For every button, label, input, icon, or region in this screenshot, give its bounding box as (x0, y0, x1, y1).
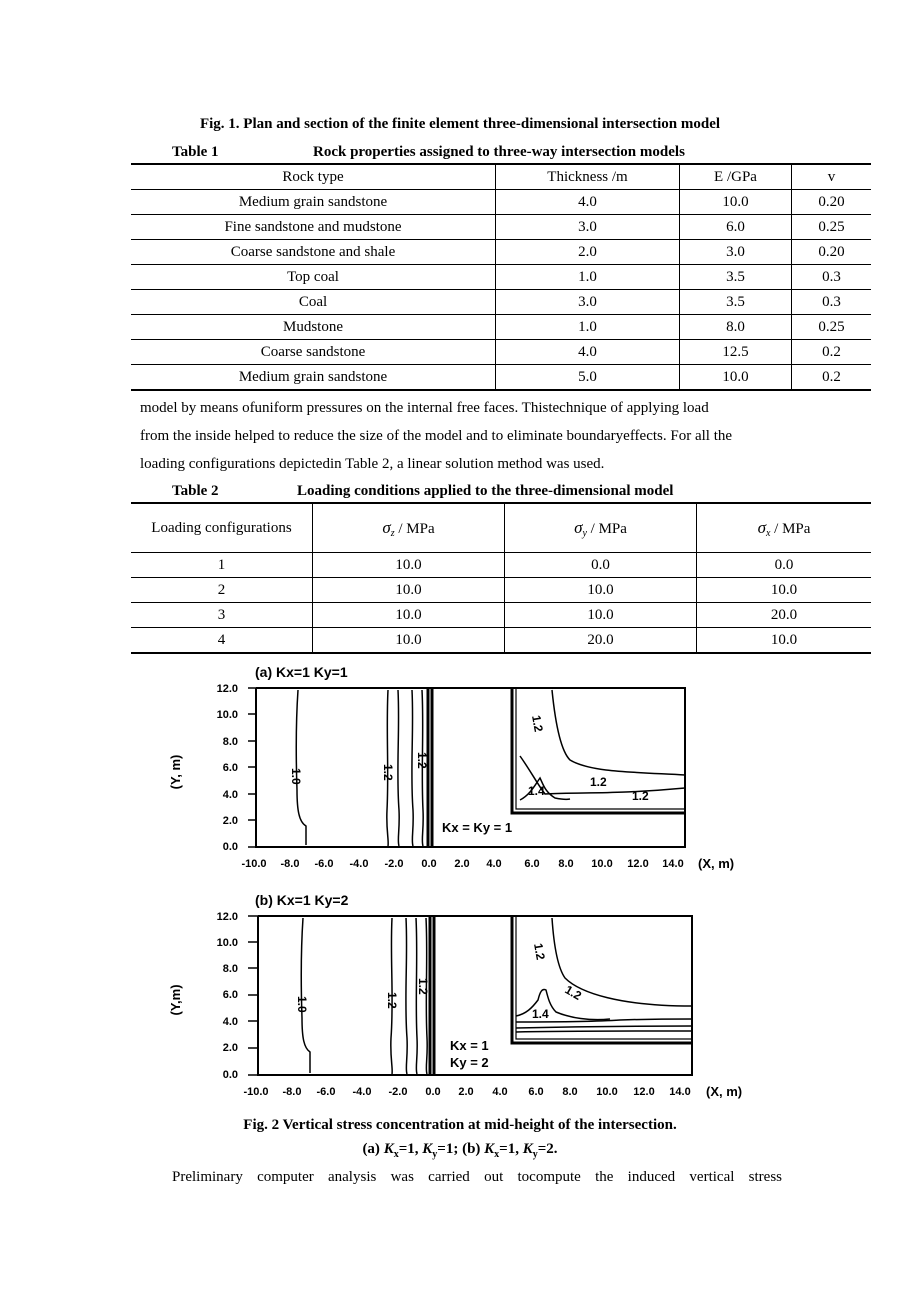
x-tick-label: 10.0 (591, 858, 613, 870)
x-tick-label: -6.0 (316, 1086, 336, 1098)
sigma-symbol: σ (382, 517, 391, 537)
y-axis-label: (Y, m) (168, 754, 183, 790)
contour-label: 1.2 (381, 764, 395, 781)
table-cell: Mudstone (131, 315, 496, 340)
table-cell: 2.0 (496, 240, 680, 265)
plot-title: (a) Kx=1 Ky=1 (255, 664, 348, 680)
contour-plot-b-svg (160, 888, 760, 1118)
table-cell: 3.0 (496, 215, 680, 240)
caption-subscript: y (432, 1149, 438, 1160)
unit: / MPa (586, 520, 627, 537)
table-cell: 10.0 (313, 553, 505, 578)
table2-header-cell (313, 503, 505, 553)
y-tick-label: 8.0 (222, 963, 238, 975)
table-cell: 0.3 (792, 290, 872, 315)
table-cell: 0.2 (792, 340, 872, 365)
y-tick-marks (248, 916, 258, 1075)
table-cell: 0.0 (697, 553, 872, 578)
fig1-caption: Fig. 1. Plan and section of the finite element three-dimensional intersection model (199, 116, 721, 132)
x-tick-label: 2.0 (458, 1086, 474, 1098)
x-axis-label: (X, m) (706, 1084, 743, 1099)
x-ticks (243, 1086, 690, 1098)
plot-title: (b) Kx=1 Ky=2 (255, 892, 349, 908)
table1-header-row (131, 164, 871, 190)
table-row (131, 290, 871, 315)
x-ticks (241, 858, 683, 870)
table-cell: 10.0 (505, 578, 697, 603)
x-tick-label: 14.0 (662, 858, 684, 870)
table-cell: 0.25 (792, 315, 872, 340)
contour-label: 1.0 (295, 996, 309, 1013)
y-ticks (217, 911, 238, 1081)
table1-label: Table 1 (172, 144, 219, 160)
plot-annotation: Kx = Ky = 1 (442, 820, 513, 835)
table-cell: Coarse sandstone and shale (131, 240, 496, 265)
table-row (131, 365, 871, 391)
table-cell: 0.25 (792, 215, 872, 240)
table-row (131, 215, 871, 240)
table2-label: Table 2 (172, 483, 219, 499)
table-row (131, 315, 871, 340)
fig2-caption-line2 (0, 1141, 920, 1160)
table-cell: 0.2 (792, 365, 872, 391)
table-cell: 4.0 (496, 340, 680, 365)
unit: / MPa (394, 520, 435, 537)
contour-plot-a-svg (160, 660, 760, 890)
x-tick-label: 0.0 (425, 1086, 441, 1098)
fig2-caption: Fig. 2 Vertical stress concentration at mid-height of the intersection. (243, 1117, 677, 1133)
table-row (131, 240, 871, 265)
y-tick-label: 2.0 (222, 815, 238, 827)
table2-header-cell (697, 503, 872, 553)
caption-text: =1, (499, 1141, 523, 1157)
table-cell: 1.0 (496, 315, 680, 340)
table1-header-cell: v (792, 164, 872, 190)
y-ticks (217, 683, 238, 853)
contour-plot-a (160, 660, 760, 890)
caption-subscript: y (532, 1149, 538, 1160)
table-cell: 10.0 (680, 190, 792, 215)
table-cell: 5.0 (496, 365, 680, 391)
caption-subscript: x (393, 1149, 399, 1160)
table-cell: 3 (131, 603, 313, 628)
caption-text: =1, (398, 1141, 423, 1157)
y-tick-label: 0.0 (222, 841, 238, 853)
table1-header-cell: E /GPa (680, 164, 792, 190)
table-cell: 20.0 (505, 628, 697, 654)
table-cell: 8.0 (680, 315, 792, 340)
table-cell: 0.3 (792, 265, 872, 290)
contour-label: 1.2 (531, 942, 548, 961)
table-cell: 4.0 (496, 190, 680, 215)
table-cell: 3.0 (496, 290, 680, 315)
caption-text: =2. (537, 1141, 558, 1157)
subscript: z (390, 527, 395, 539)
table-cell: 10.0 (680, 365, 792, 391)
y-tick-label: 2.0 (222, 1042, 238, 1054)
contour-label: 1.2 (590, 775, 607, 789)
caption-subscript: x (494, 1149, 500, 1160)
contour-label: 1.2 (632, 789, 649, 803)
y-tick-marks (248, 688, 256, 847)
table-cell: 10.0 (697, 578, 872, 603)
table-cell: 10.0 (313, 628, 505, 654)
x-tick-label: 12.0 (627, 858, 649, 870)
y-tick-label: 6.0 (222, 989, 238, 1001)
table-cell: Medium grain sandstone (131, 365, 496, 391)
table1-header-cell: Rock type (131, 164, 496, 190)
contour-label: 1.4 (532, 1007, 549, 1021)
contour-lines (301, 918, 692, 1074)
y-tick-label: 6.0 (222, 762, 238, 774)
table-cell: Coarse sandstone (131, 340, 496, 365)
table-cell: 20.0 (697, 603, 872, 628)
y-tick-label: 12.0 (216, 683, 238, 695)
y-tick-label: 10.0 (216, 709, 238, 721)
table1-title: Rock properties assigned to three-way intersection models (313, 144, 685, 160)
table-cell: 1.0 (496, 265, 680, 290)
contour-label: 1.2 (416, 978, 430, 995)
caption-text: (a) (362, 1141, 384, 1157)
x-tick-label: -10.0 (241, 858, 267, 870)
table-cell: Fine sandstone and mudstone (131, 215, 496, 240)
table-cell: Coal (131, 290, 496, 315)
x-tick-label: 6.0 (524, 858, 540, 870)
table-row (131, 603, 871, 628)
table2 (131, 502, 871, 654)
table-cell: 0.20 (792, 240, 872, 265)
x-tick-label: 0.0 (421, 858, 437, 870)
subscript: x (765, 527, 771, 539)
contour-label: 1.4 (528, 784, 545, 798)
paragraph-line: loading configurations depictedin Table 2, a linear solution method was used. (140, 456, 605, 472)
sigma-symbol: σ (757, 517, 766, 537)
x-tick-label: -8.0 (280, 858, 300, 870)
contour-label: 1.2 (529, 714, 546, 733)
body-paragraph (140, 394, 785, 478)
caption-symbol: K (522, 1141, 533, 1157)
caption-symbol: K (383, 1141, 394, 1157)
x-tick-label: -10.0 (243, 1086, 269, 1098)
table-cell: 6.0 (680, 215, 792, 240)
y-tick-label: 0.0 (222, 1069, 238, 1081)
y-axis-label: (Y,m) (168, 984, 183, 1016)
table-cell: 2 (131, 578, 313, 603)
table-cell: 0.20 (792, 190, 872, 215)
x-tick-label: -4.0 (349, 858, 369, 870)
contour-label: 1.0 (289, 768, 303, 785)
caption-symbol: K (484, 1141, 495, 1157)
x-tick-label: 8.0 (558, 858, 574, 870)
table2-header-cell: Loading configurations (131, 503, 313, 553)
table1 (131, 163, 871, 391)
x-tick-label: -4.0 (352, 1086, 372, 1098)
caption-text: =1; (b) (437, 1141, 485, 1157)
contour-plot-b (160, 888, 760, 1118)
table-cell: Top coal (131, 265, 496, 290)
x-tick-label: -8.0 (282, 1086, 302, 1098)
x-tick-label: -6.0 (314, 858, 334, 870)
unit: / MPa (770, 520, 811, 537)
table-cell: 3.5 (680, 290, 792, 315)
x-tick-label: 8.0 (562, 1086, 578, 1098)
table-cell: 1 (131, 553, 313, 578)
table-cell: 4 (131, 628, 313, 654)
table2-header-cell (505, 503, 697, 553)
paragraph-line: model by means ofuniform pressures on the internal free faces. Thistechnique of applying load (140, 400, 709, 416)
plot-annotation: Kx = 1 (450, 1038, 489, 1053)
table-cell: 12.5 (680, 340, 792, 365)
y-tick-label: 12.0 (216, 911, 238, 923)
x-axis-label: (X, m) (698, 856, 735, 871)
x-tick-label: -2.0 (388, 1086, 408, 1098)
table-row (131, 265, 871, 290)
table-row (131, 628, 871, 654)
contour-labels (289, 714, 649, 803)
table2-header-row (131, 503, 871, 553)
table-cell: 3.0 (680, 240, 792, 265)
table-cell: 10.0 (313, 578, 505, 603)
table-cell: 0.0 (505, 553, 697, 578)
table-row (131, 553, 871, 578)
table-cell: 10.0 (697, 628, 872, 654)
sigma-symbol: σ (574, 517, 583, 537)
body-paragraph-2: Preliminary computer analysis was carried out tocompute the induced vertical stress (172, 1169, 782, 1185)
x-tick-label: 4.0 (486, 858, 502, 870)
table1-header-cell: Thickness /m (496, 164, 680, 190)
table2-title: Loading conditions applied to the three-dimensional model (297, 483, 674, 499)
x-tick-label: -2.0 (384, 858, 404, 870)
y-tick-label: 10.0 (216, 937, 238, 949)
x-tick-label: 2.0 (454, 858, 470, 870)
x-tick-label: 10.0 (596, 1086, 618, 1098)
contour-label: 1.2 (415, 752, 429, 769)
table-cell: 10.0 (505, 603, 697, 628)
caption-symbol: K (422, 1141, 433, 1157)
table-cell: Medium grain sandstone (131, 190, 496, 215)
y-tick-label: 8.0 (222, 736, 238, 748)
paragraph-line: from the inside helped to reduce the size of the model and to eliminate boundaryeffects. For all the (140, 428, 733, 444)
x-tick-label: 4.0 (492, 1086, 508, 1098)
x-tick-label: 6.0 (528, 1086, 544, 1098)
table-cell: 3.5 (680, 265, 792, 290)
subscript: y (582, 527, 587, 539)
table-row (131, 190, 871, 215)
table-row (131, 340, 871, 365)
table-cell: 10.0 (313, 603, 505, 628)
table-row (131, 578, 871, 603)
contour-label: 1.2 (562, 982, 584, 1003)
contour-label: 1.2 (385, 992, 399, 1009)
y-tick-label: 4.0 (222, 1016, 238, 1028)
plot-annotation: Ky = 2 (450, 1055, 489, 1070)
x-tick-label: 12.0 (633, 1086, 655, 1098)
y-tick-label: 4.0 (222, 789, 238, 801)
x-tick-label: 14.0 (669, 1086, 691, 1098)
contour-labels (295, 942, 584, 1021)
